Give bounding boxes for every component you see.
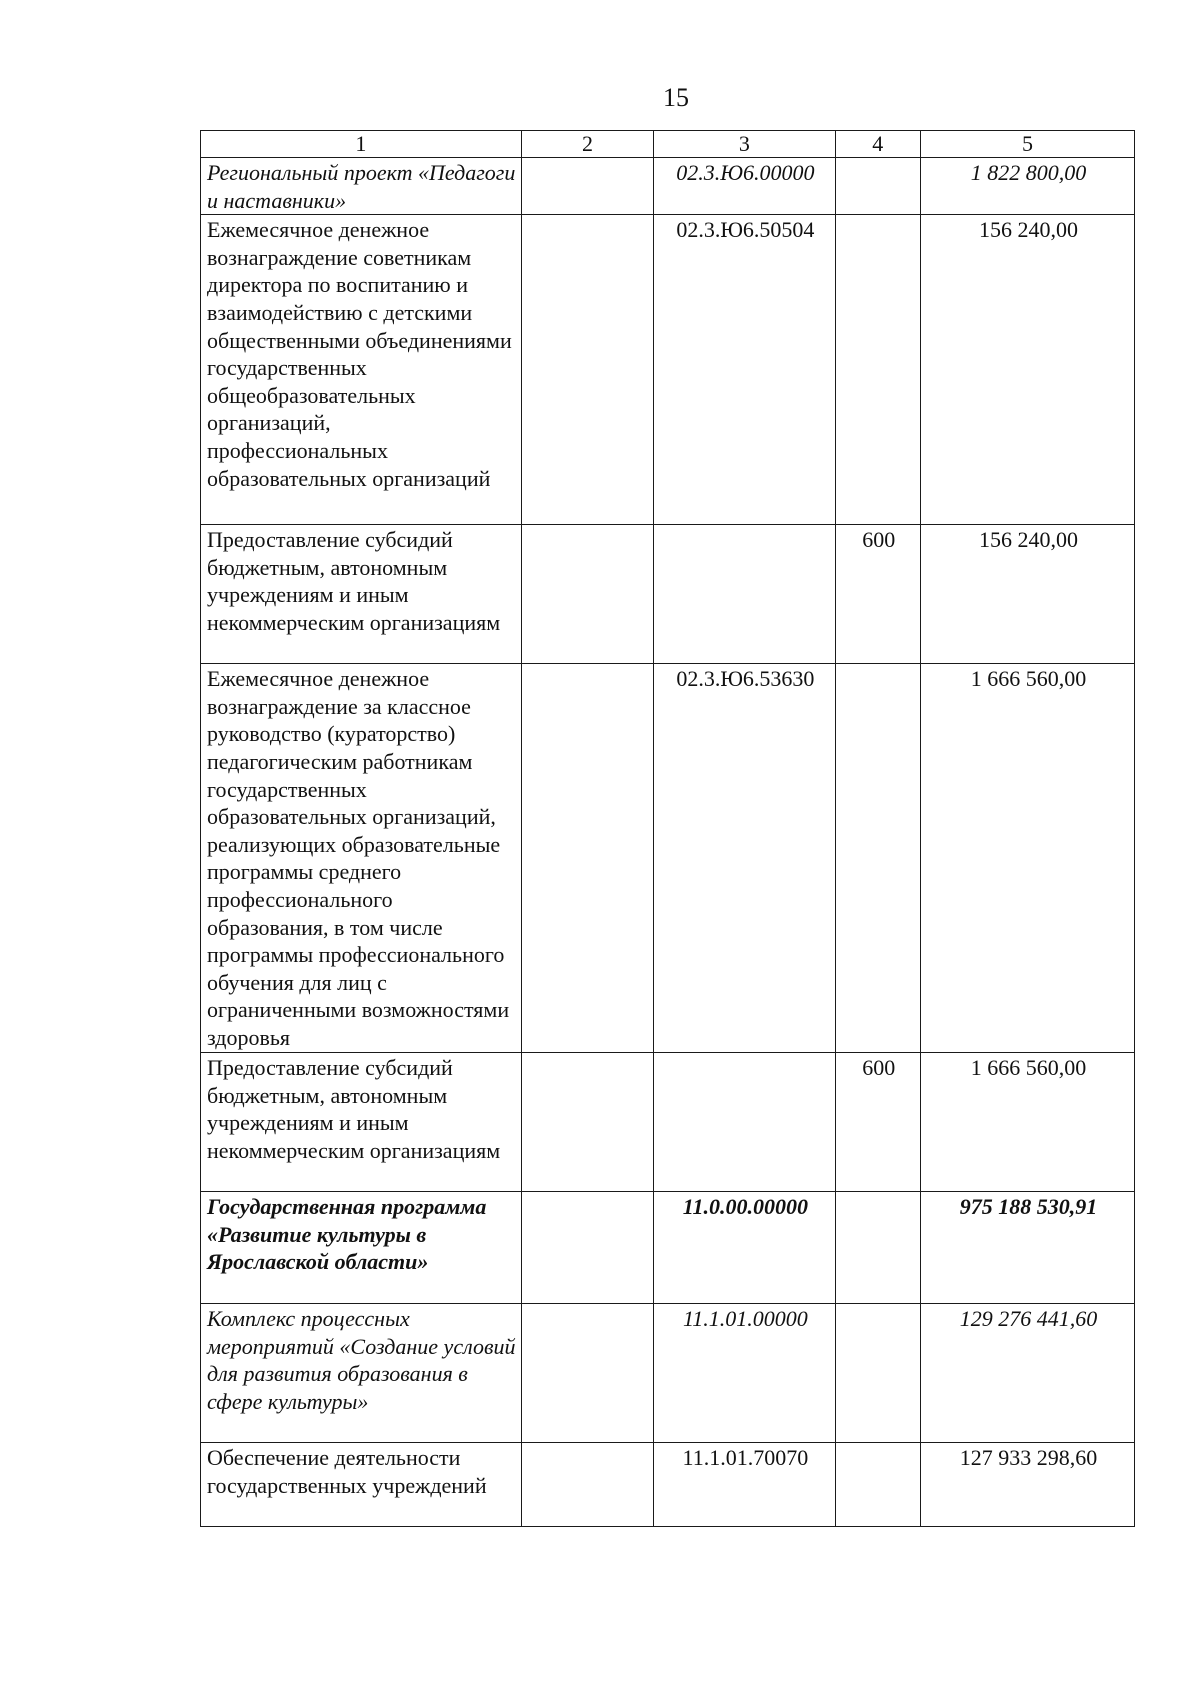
page-number: 15 (663, 83, 689, 112)
row-code: 02.3.Ю6.00000 (654, 158, 835, 215)
row-name: Ежемесячное денежное вознаграждение за классное руководство (кураторство) педагогическим работникам государственных образовательных организаций, реализующих образовательные программы среднего профессионального образования, в том числе программы профессионального обучения для лиц с ограниченными возможностями здоровья (201, 664, 522, 1053)
table-row (201, 1443, 1135, 1527)
row-kvr (835, 1443, 921, 1527)
table-row (201, 1192, 1135, 1304)
row-sum: 1 822 800,00 (921, 158, 1135, 215)
row-sum: 129 276 441,60 (921, 1304, 1135, 1443)
row-name: Комплекс процессных мероприятий «Создание условий для развития образования в сфере культуры» (201, 1304, 522, 1443)
row-sum: 975 188 530,91 (921, 1192, 1135, 1304)
row-col2 (521, 1192, 653, 1304)
row-name: Обеспечение деятельности государственных учреждений (201, 1443, 522, 1527)
header-col-5: 5 (921, 131, 1135, 158)
row-kvr (835, 1192, 921, 1304)
row-col2 (521, 158, 653, 215)
row-code: 02.3.Ю6.53630 (654, 664, 835, 1053)
row-name: Ежемесячное денежное вознаграждение советникам директора по воспитанию и взаимодействию с детскими общественными объединениями государственных общеобразовательных организаций, профессиональных образовательных организаций (201, 215, 522, 525)
header-col-1: 1 (201, 131, 522, 158)
row-col2 (521, 1443, 653, 1527)
row-col2 (521, 525, 653, 664)
table-row (201, 158, 1135, 215)
row-code: 11.0.00.00000 (654, 1192, 835, 1304)
row-kvr (835, 158, 921, 215)
table-row (201, 215, 1135, 525)
row-code: 02.3.Ю6.50504 (654, 215, 835, 525)
table-header-row (201, 131, 1135, 158)
row-sum: 1 666 560,00 (921, 664, 1135, 1053)
row-code (654, 1053, 835, 1192)
row-kvr: 600 (835, 1053, 921, 1192)
row-name: Региональный проект «Педагоги и наставники» (201, 158, 522, 215)
row-kvr: 600 (835, 525, 921, 664)
header-col-2: 2 (521, 131, 653, 158)
row-col2 (521, 215, 653, 525)
row-col2 (521, 1304, 653, 1443)
row-col2 (521, 664, 653, 1053)
row-name: Предоставление субсидий бюджетным, автономным учреждениям и иным некоммерческим организациям (201, 525, 522, 664)
row-sum: 127 933 298,60 (921, 1443, 1135, 1527)
row-kvr (835, 215, 921, 525)
row-sum: 1 666 560,00 (921, 1053, 1135, 1192)
row-code (654, 525, 835, 664)
header-col-3: 3 (654, 131, 835, 158)
table-row (201, 1304, 1135, 1443)
header-col-4: 4 (835, 131, 921, 158)
row-kvr (835, 1304, 921, 1443)
row-sum: 156 240,00 (921, 215, 1135, 525)
table-row (201, 664, 1135, 1053)
row-kvr (835, 664, 921, 1053)
row-sum: 156 240,00 (921, 525, 1135, 664)
row-name: Государственная программа «Развитие культуры в Ярославской области» (201, 1192, 522, 1304)
row-name: Предоставление субсидий бюджетным, автономным учреждениям и иным некоммерческим организациям (201, 1053, 522, 1192)
row-code: 11.1.01.00000 (654, 1304, 835, 1443)
row-col2 (521, 1053, 653, 1192)
table-row (201, 525, 1135, 664)
budget-table (200, 130, 1135, 1527)
row-code: 11.1.01.70070 (654, 1443, 835, 1527)
table-row (201, 1053, 1135, 1192)
